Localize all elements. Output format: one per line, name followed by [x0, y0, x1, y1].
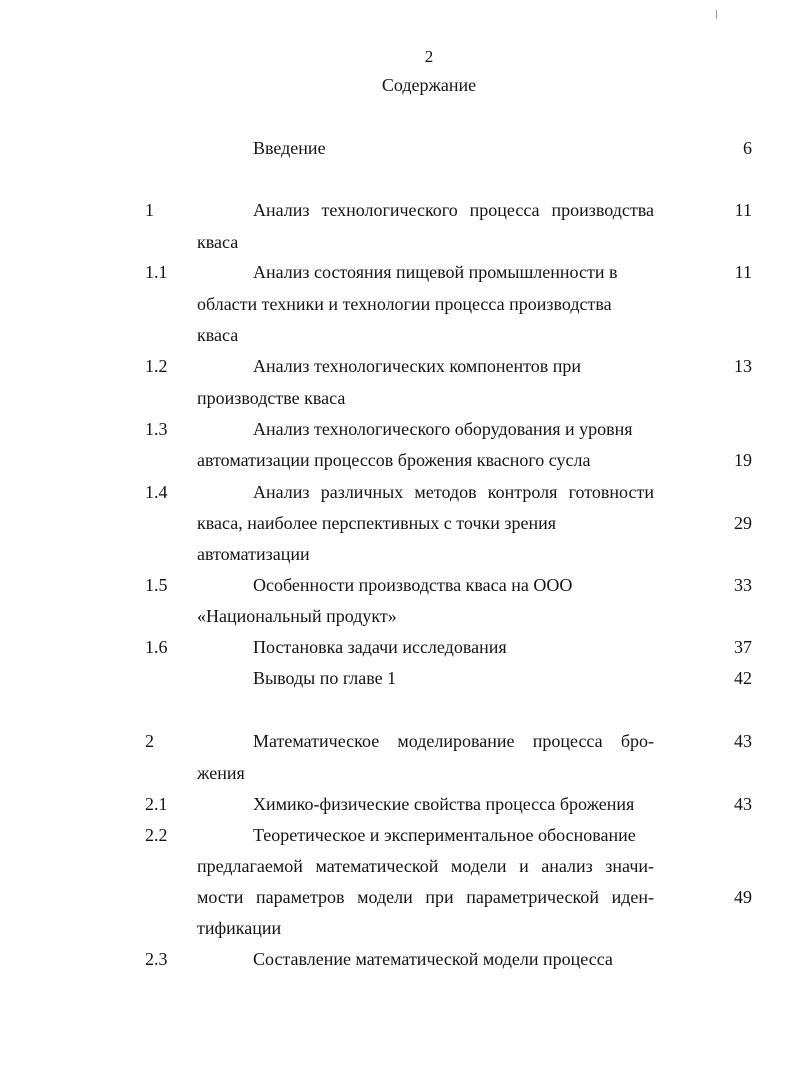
toc-entry-page: 43 — [734, 731, 752, 751]
toc-entry-number: 1.6 — [145, 637, 168, 657]
scan-mark — [716, 10, 717, 19]
toc-entry-title: Выводы по главе 1 — [253, 668, 397, 688]
toc-entry-title: Химико-физические свойства процесса брожения — [253, 794, 635, 814]
toc-entry-title: Анализ технологического оборудования и уровня — [253, 419, 633, 439]
toc-entry-number: 2 — [145, 731, 154, 751]
toc-entry-title: Теоретическое и экспериментальное обоснование — [253, 825, 636, 845]
toc-entry-title-cont: автоматизации процессов брожения квасного сусла — [197, 450, 591, 470]
toc-entry-number: 1.5 — [145, 575, 168, 595]
toc-entry-page: 43 — [734, 794, 752, 814]
toc-entry-title: Математическое моделирование процесса бро- — [253, 731, 654, 751]
toc-entry-title-cont: предлагаемой математической модели и анализ значи- — [197, 856, 654, 876]
toc-entry-title-cont: автоматизации — [197, 544, 310, 564]
toc-entry-title: Анализ состояния пищевой промышленности в — [253, 262, 618, 282]
toc-entry-title-cont: производстве кваса — [197, 388, 346, 408]
toc-entry-page: 19 — [734, 450, 752, 470]
toc-entry-title: Анализ технологического процесса производства — [253, 200, 654, 220]
toc-entry-number: 2.3 — [145, 949, 168, 969]
toc-entry-title: Анализ различных методов контроля готовности — [253, 482, 654, 502]
toc-entry-title-cont: тификации — [197, 918, 282, 938]
toc-entry-title-cont: кваса — [197, 325, 239, 345]
toc-entry-number: 2.1 — [145, 794, 168, 814]
toc-entry-title-cont: области техники и технологии процесса производства — [197, 294, 612, 314]
toc-entry-title: Анализ технологических компонентов при — [253, 356, 582, 376]
toc-entry-page: 11 — [734, 200, 752, 220]
page-title: Содержание — [381, 75, 477, 95]
toc-entry-page: 6 — [743, 138, 752, 158]
toc-entry-number: 1 — [145, 200, 154, 220]
toc-entry-page: 13 — [734, 356, 752, 376]
toc-entry-title: Составление математической модели процесса — [253, 949, 613, 969]
toc-entry-title-cont: «Национальный продукт» — [197, 606, 397, 626]
toc-entry-number: 2.2 — [145, 825, 168, 845]
toc-entry-page: 29 — [734, 513, 752, 533]
toc-entry-number: 1.4 — [145, 482, 168, 502]
toc-entry-title-cont: кваса — [197, 232, 239, 252]
toc-entry-page: 49 — [734, 887, 752, 907]
toc-entry-number: 1.3 — [145, 419, 168, 439]
toc-entry-page: 33 — [734, 575, 752, 595]
toc-entry-page: 42 — [734, 668, 752, 688]
toc-entry-page: 11 — [734, 262, 752, 282]
toc-entry-title-cont: кваса, наиболее перспективных с точки зрения — [197, 513, 557, 533]
toc-entry-number: 1.2 — [145, 356, 168, 376]
page-number: 2 — [424, 47, 434, 66]
toc-entry-title: Введение — [253, 138, 326, 158]
toc-entry-title: Постановка задачи исследования — [253, 637, 507, 657]
toc-entry-title: Особенности производства кваса на ООО — [253, 575, 573, 595]
toc-entry-title-cont: жения — [197, 763, 245, 783]
toc-entry-number: 1.1 — [145, 262, 168, 282]
toc-entry-title-cont: мости параметров модели при параметрической иден- — [197, 887, 654, 907]
toc-entry-page: 37 — [734, 637, 752, 657]
